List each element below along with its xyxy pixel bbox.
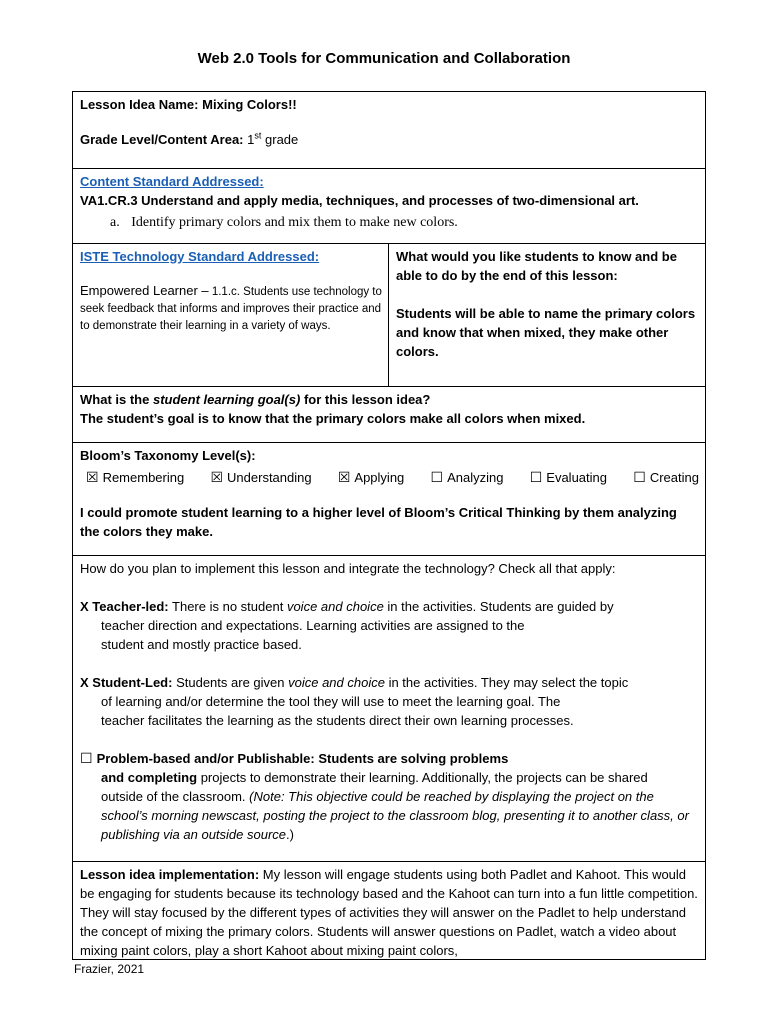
content-standard-row: [73, 169, 706, 244]
problem-based-note-end: .): [286, 827, 294, 842]
know-do-answer: Students will be able to name the primary colors and know that when mixed, they make other colors.: [396, 306, 696, 359]
bloom-level[interactable]: [633, 468, 699, 487]
student-led-italic: voice and choice: [288, 675, 385, 690]
teacher-led-line3: student and mostly practice based.: [101, 637, 302, 652]
teacher-led-text: There is no student: [172, 599, 284, 614]
content-standard-cell: [73, 169, 706, 244]
lesson-idea-cell: [73, 92, 706, 169]
teacher-led-line2: teacher direction and expectations. Learning activities are assigned to the: [101, 618, 525, 633]
iste-standard-cell: [73, 244, 389, 387]
checked-box-icon: ☒: [337, 469, 351, 485]
problem-based-note: (Note: This objective could be reached by displaying the project on the school’s morning newscast, posting the project to the classroom blog, presenting it to another class, or publishing via an outside source: [101, 789, 689, 842]
implement-cell: [73, 556, 706, 862]
implementation-row: [73, 862, 706, 960]
checked-box-icon: ☒: [86, 469, 99, 485]
know-do-cell: [389, 244, 706, 387]
implementation-text: My lesson will engage students using both Padlet and Kahoot. This would be engaging for students because its technology based and the Kahoot can turn into a fun little competition. They will stay focused by the different types of activities they will answer on the Padlet to help understand the concept of mixing the primary colors. Students will answer questions on Padlet, watch a video about mixing paint colors, play a short Kahoot about mixing paint colors,: [80, 867, 698, 958]
bloom-heading: Bloom’s Taxonomy Level(s):: [80, 448, 256, 463]
bloom-level[interactable]: [86, 468, 184, 487]
goal-question-italic: student learning goal(s): [152, 392, 301, 407]
unchecked-box-icon: ☐: [430, 469, 444, 485]
student-led-line2: of learning and/or determine the tool they will use to meet the learning goal. The: [101, 694, 561, 709]
implement-question: How do you plan to implement this lesson and integrate the technology? Check all that apply:: [80, 561, 616, 576]
problem-based-checkbox-icon[interactable]: ☐: [80, 750, 93, 766]
content-standard-text: VA1.CR.3 Understand and apply media, techniques, and processes of two-dimensional art.: [80, 193, 639, 208]
grade-number: 1: [247, 132, 255, 147]
footer-credit: Frazier, 2021: [74, 962, 145, 976]
bloom-level-label: Applying: [354, 470, 405, 485]
bloom-level-label: Creating: [649, 470, 699, 485]
grade-label: Grade Level/Content Area:: [80, 132, 244, 147]
standard-item-marker: a.: [110, 215, 120, 230]
bloom-cell: [73, 443, 706, 556]
student-led-text-end: in the activities. They may select the topic: [388, 675, 629, 690]
document-title: Web 2.0 Tools for Communication and Collaboration: [197, 50, 571, 67]
bloom-level-label: Evaluating: [546, 470, 607, 485]
bloom-level-label: Understanding: [227, 470, 312, 485]
iste-body: 1.1.c. Students use technology to seek feedback that informs and improves their practice and to demonstrate their learning in a variety of ways.: [80, 286, 382, 332]
implementation-cell: [73, 862, 706, 960]
implementation-label: Lesson idea implementation:: [80, 867, 260, 882]
iste-lead: Empowered Learner –: [80, 283, 209, 298]
student-led-label: Student-Led:: [92, 675, 173, 690]
unchecked-box-icon: ☐: [529, 469, 543, 485]
teacher-led-italic: voice and choice: [286, 599, 384, 614]
bloom-level-label: Analyzing: [447, 470, 504, 485]
teacher-led-label: Teacher-led:: [92, 599, 169, 614]
bloom-level[interactable]: [431, 468, 504, 487]
bloom-levels: [80, 468, 699, 487]
problem-based-rest2: projects to demonstrate their learning. Additionally, the projects can be shared: [200, 770, 648, 785]
problem-based-label: Problem-based and/or Publishable: Students are solving problems: [96, 751, 509, 766]
bloom-level[interactable]: [338, 468, 404, 487]
bloom-level[interactable]: [210, 468, 311, 487]
bloom-level-label: Remembering: [102, 470, 185, 485]
lesson-name-label: Lesson Idea Name:: [80, 97, 199, 112]
checked-box-icon: ☒: [210, 469, 224, 485]
lesson-name-value: Mixing Colors!!: [202, 97, 297, 112]
goal-answer: The student’s goal is to know that the primary colors make all colors when mixed.: [80, 411, 586, 426]
lesson-idea-row: [73, 92, 706, 169]
grade-rest: grade: [265, 132, 299, 147]
standards-row: [73, 244, 706, 387]
iste-standard-heading[interactable]: ISTE Technology Standard Addressed:: [80, 249, 320, 264]
student-led-mark[interactable]: X: [80, 675, 89, 690]
content-standard-heading[interactable]: Content Standard Addressed:: [80, 174, 264, 189]
problem-based-bold2: and completing: [101, 770, 198, 785]
teacher-led-mark[interactable]: X: [80, 599, 89, 614]
student-led-text: Students are given: [176, 675, 285, 690]
unchecked-box-icon: ☐: [633, 469, 646, 485]
goal-question-suffix: for this lesson idea?: [303, 392, 431, 407]
bloom-promote-text: I could promote student learning to a higher level of Bloom’s Critical Thinking by them analyzing the colors they make.: [80, 505, 677, 539]
know-do-question: What would you like students to know and be able to do by the end of this lesson:: [396, 249, 677, 283]
student-led-line3: teacher facilitates the learning as the students direct their own learning processes.: [101, 713, 574, 728]
lesson-plan-table: [72, 91, 706, 960]
problem-based-line3: outside of the classroom.: [101, 789, 246, 804]
learning-goal-row: [73, 387, 706, 443]
standard-item-text: Identify primary colors and mix them to make new colors.: [131, 215, 458, 230]
goal-question-prefix: What is the: [80, 392, 150, 407]
bloom-row: [73, 443, 706, 556]
implement-row: [73, 556, 706, 862]
grade-suffix: st: [254, 130, 262, 141]
learning-goal-cell: [73, 387, 706, 443]
teacher-led-text-end: in the activities. Students are guided by: [387, 599, 614, 614]
bloom-level[interactable]: [530, 468, 607, 487]
